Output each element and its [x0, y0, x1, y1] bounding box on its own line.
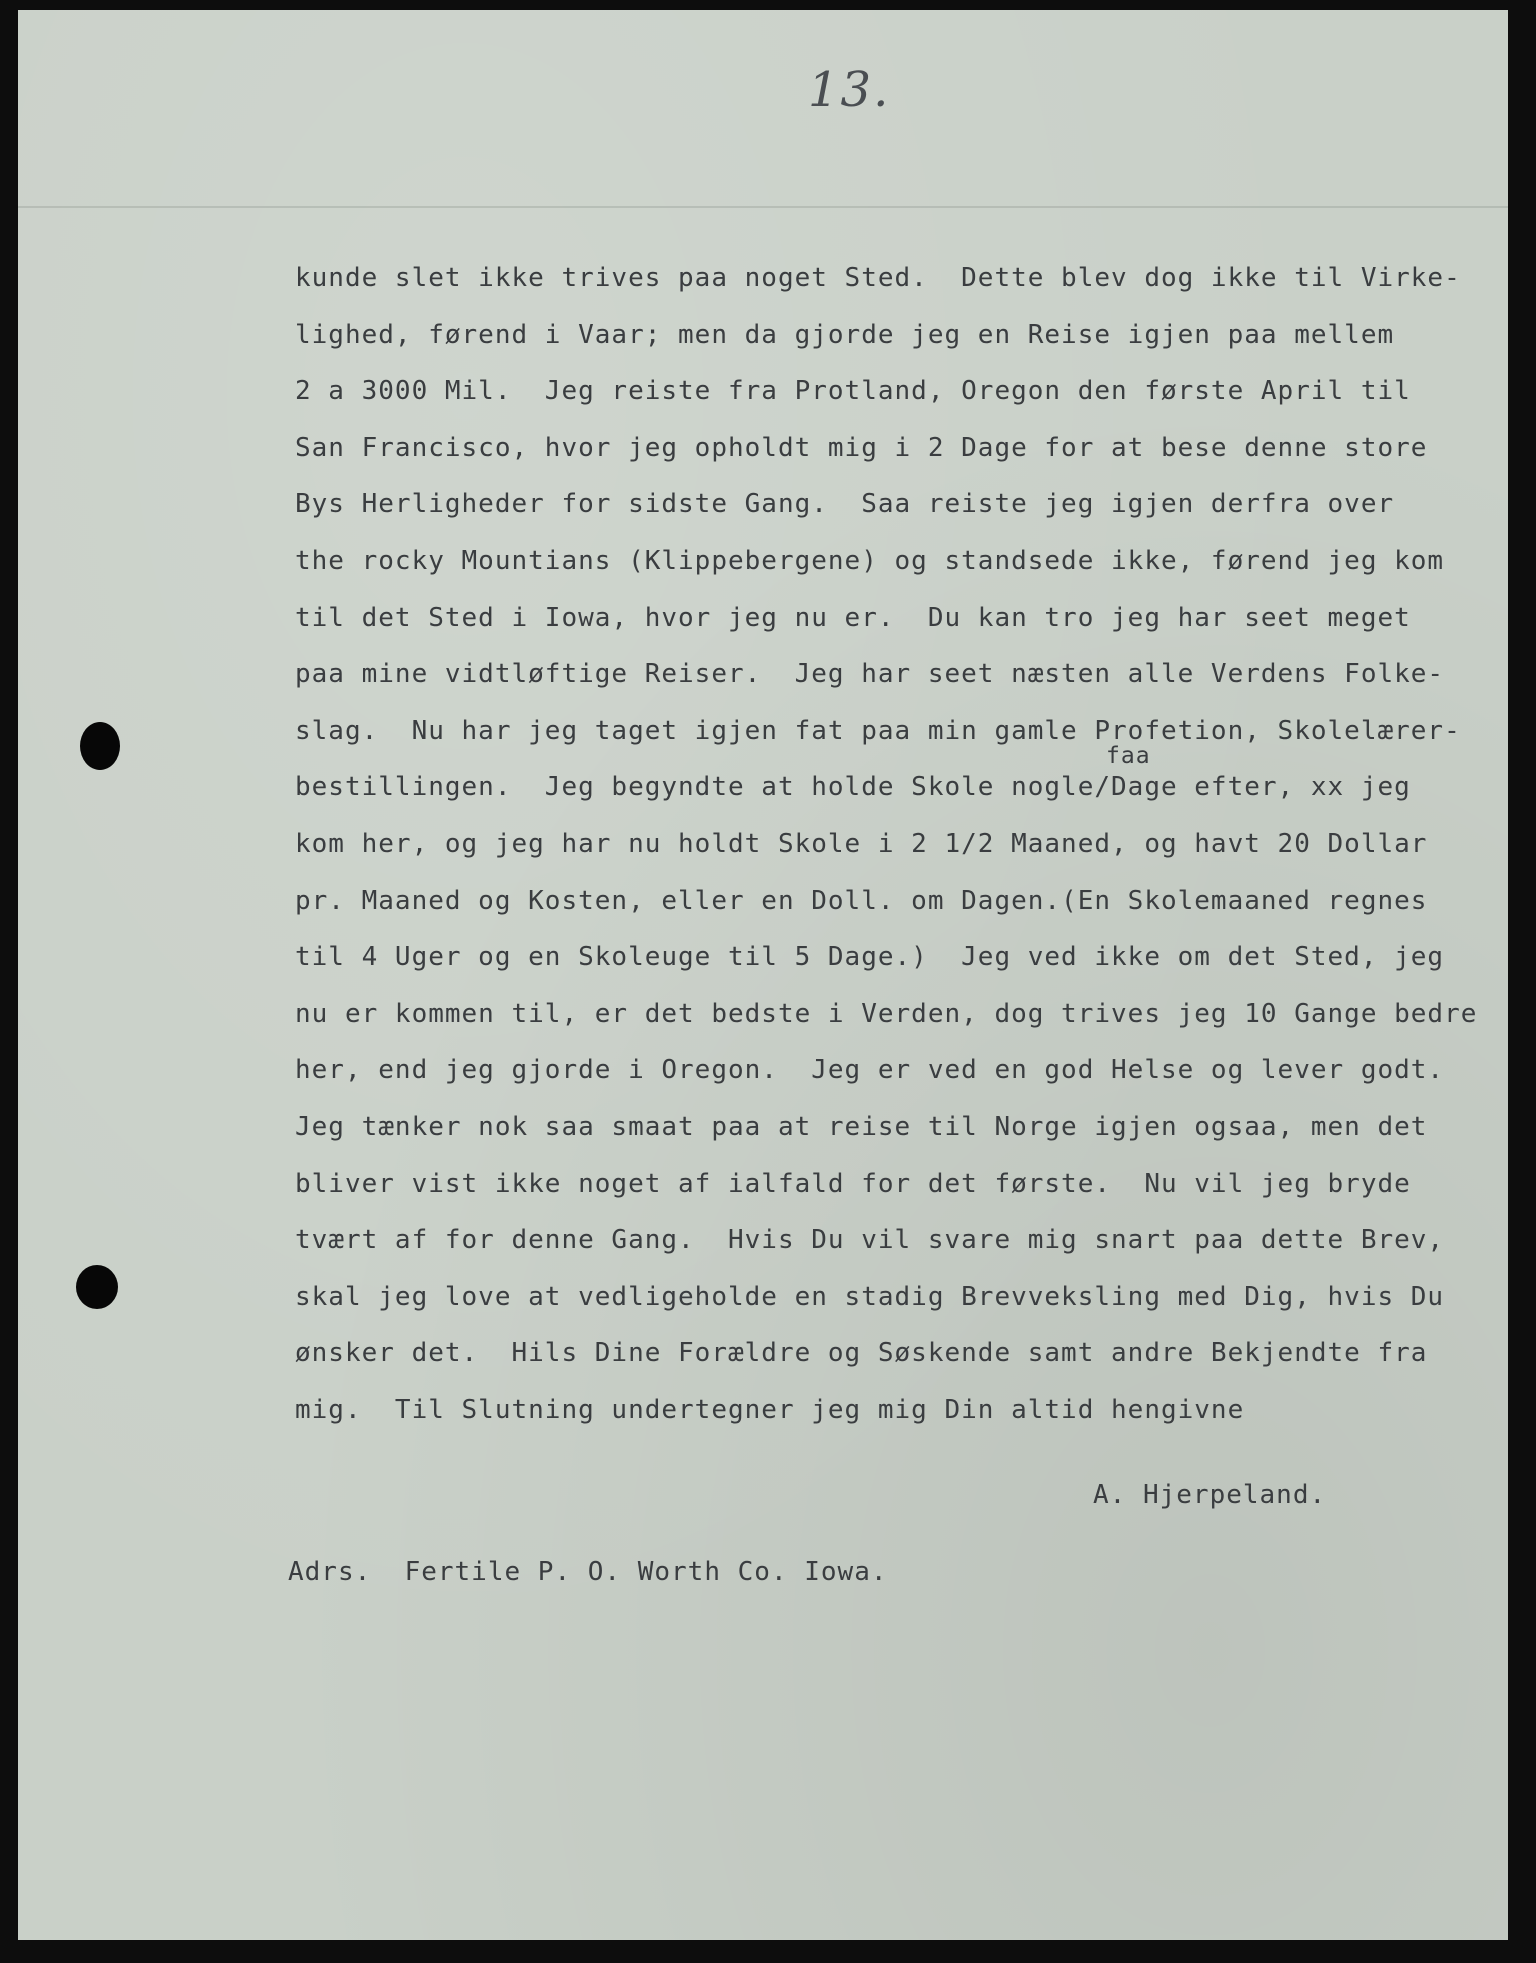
body-line: her, end jeg gjorde i Oregon. Jeg er ved en god Helse og lever godt. — [295, 1055, 1445, 1086]
body-line: Bys Herligheder for sidste Gang. Saa reiste jeg igjen derfra over — [295, 489, 1395, 520]
punch-hole-lower — [76, 1265, 118, 1309]
body-line: til det Sted i Iowa, hvor jeg nu er. Du kan tro jeg har seet meget — [295, 602, 1411, 633]
page-number: 13. — [808, 62, 891, 118]
punch-hole-upper — [80, 722, 120, 770]
body-line: ønsker det. Hils Dine Forældre og Søskende samt andre Bekjendte fra — [295, 1338, 1428, 1369]
body-line: the rocky Mountians (Klippebergene) og standsede ikke, førend jeg kom — [295, 545, 1445, 576]
body-line: pr. Maaned og Kosten, eller en Doll. om Dagen.(En Skolemaaned regnes — [295, 885, 1428, 916]
body-line: nu er kommen til, er det bedste i Verden, dog trives jeg 10 Gange bedre — [295, 998, 1478, 1029]
interlinear-insertion: faa — [1106, 743, 1151, 769]
signature: A. Hjerpeland. — [1093, 1480, 1327, 1510]
body-line: bestillingen. Jeg begyndte at holde Skole nogle/Dage efter, xx jeg — [295, 772, 1411, 803]
body-line: lighed, førend i Vaar; men da gjorde jeg en Reise igjen paa mellem — [295, 319, 1395, 350]
body-line: kom her, og jeg har nu holdt Skole i 2 1/2 Maaned, og havt 20 Dollar — [295, 828, 1428, 859]
body-line: paa mine vidtløftige Reiser. Jeg har seet næsten alle Verdens Folke- — [295, 659, 1445, 690]
body-line: slag. Nu har jeg taget igjen fat paa min gamle Profetion, Skolelærer- — [295, 715, 1461, 746]
body-line: 2 a 3000 Mil. Jeg reiste fra Protland, Oregon den første April til — [295, 376, 1411, 407]
body-line: San Francisco, hvor jeg opholdt mig i 2 Dage for at bese denne store — [295, 432, 1428, 463]
address-line: Adrs. Fertile P. O. Worth Co. Iowa. — [288, 1557, 888, 1587]
body-line: Jeg tænker nok saa smaat paa at reise til Norge igjen ogsaa, men det — [295, 1111, 1428, 1142]
document-page — [18, 10, 1508, 1940]
body-line: til 4 Uger og en Skoleuge til 5 Dage.) Jeg ved ikke om det Sted, jeg — [295, 942, 1445, 973]
paper-fold-line — [18, 206, 1508, 208]
body-line: mig. Til Slutning undertegner jeg mig Din altid hengivne — [295, 1394, 1245, 1425]
body-line: kunde slet ikke trives paa noget Sted. Dette blev dog ikke til Virke- — [295, 263, 1461, 293]
body-line: tvært af for denne Gang. Hvis Du vil svare mig snart paa dette Brev, — [295, 1225, 1445, 1256]
body-line: skal jeg love at vedligeholde en stadig Brevveksling med Dig, hvis Du — [295, 1281, 1445, 1312]
letter-body — [295, 250, 1508, 1438]
body-line: bliver vist ikke noget af ialfald for det første. Nu vil jeg bryde — [295, 1168, 1411, 1199]
